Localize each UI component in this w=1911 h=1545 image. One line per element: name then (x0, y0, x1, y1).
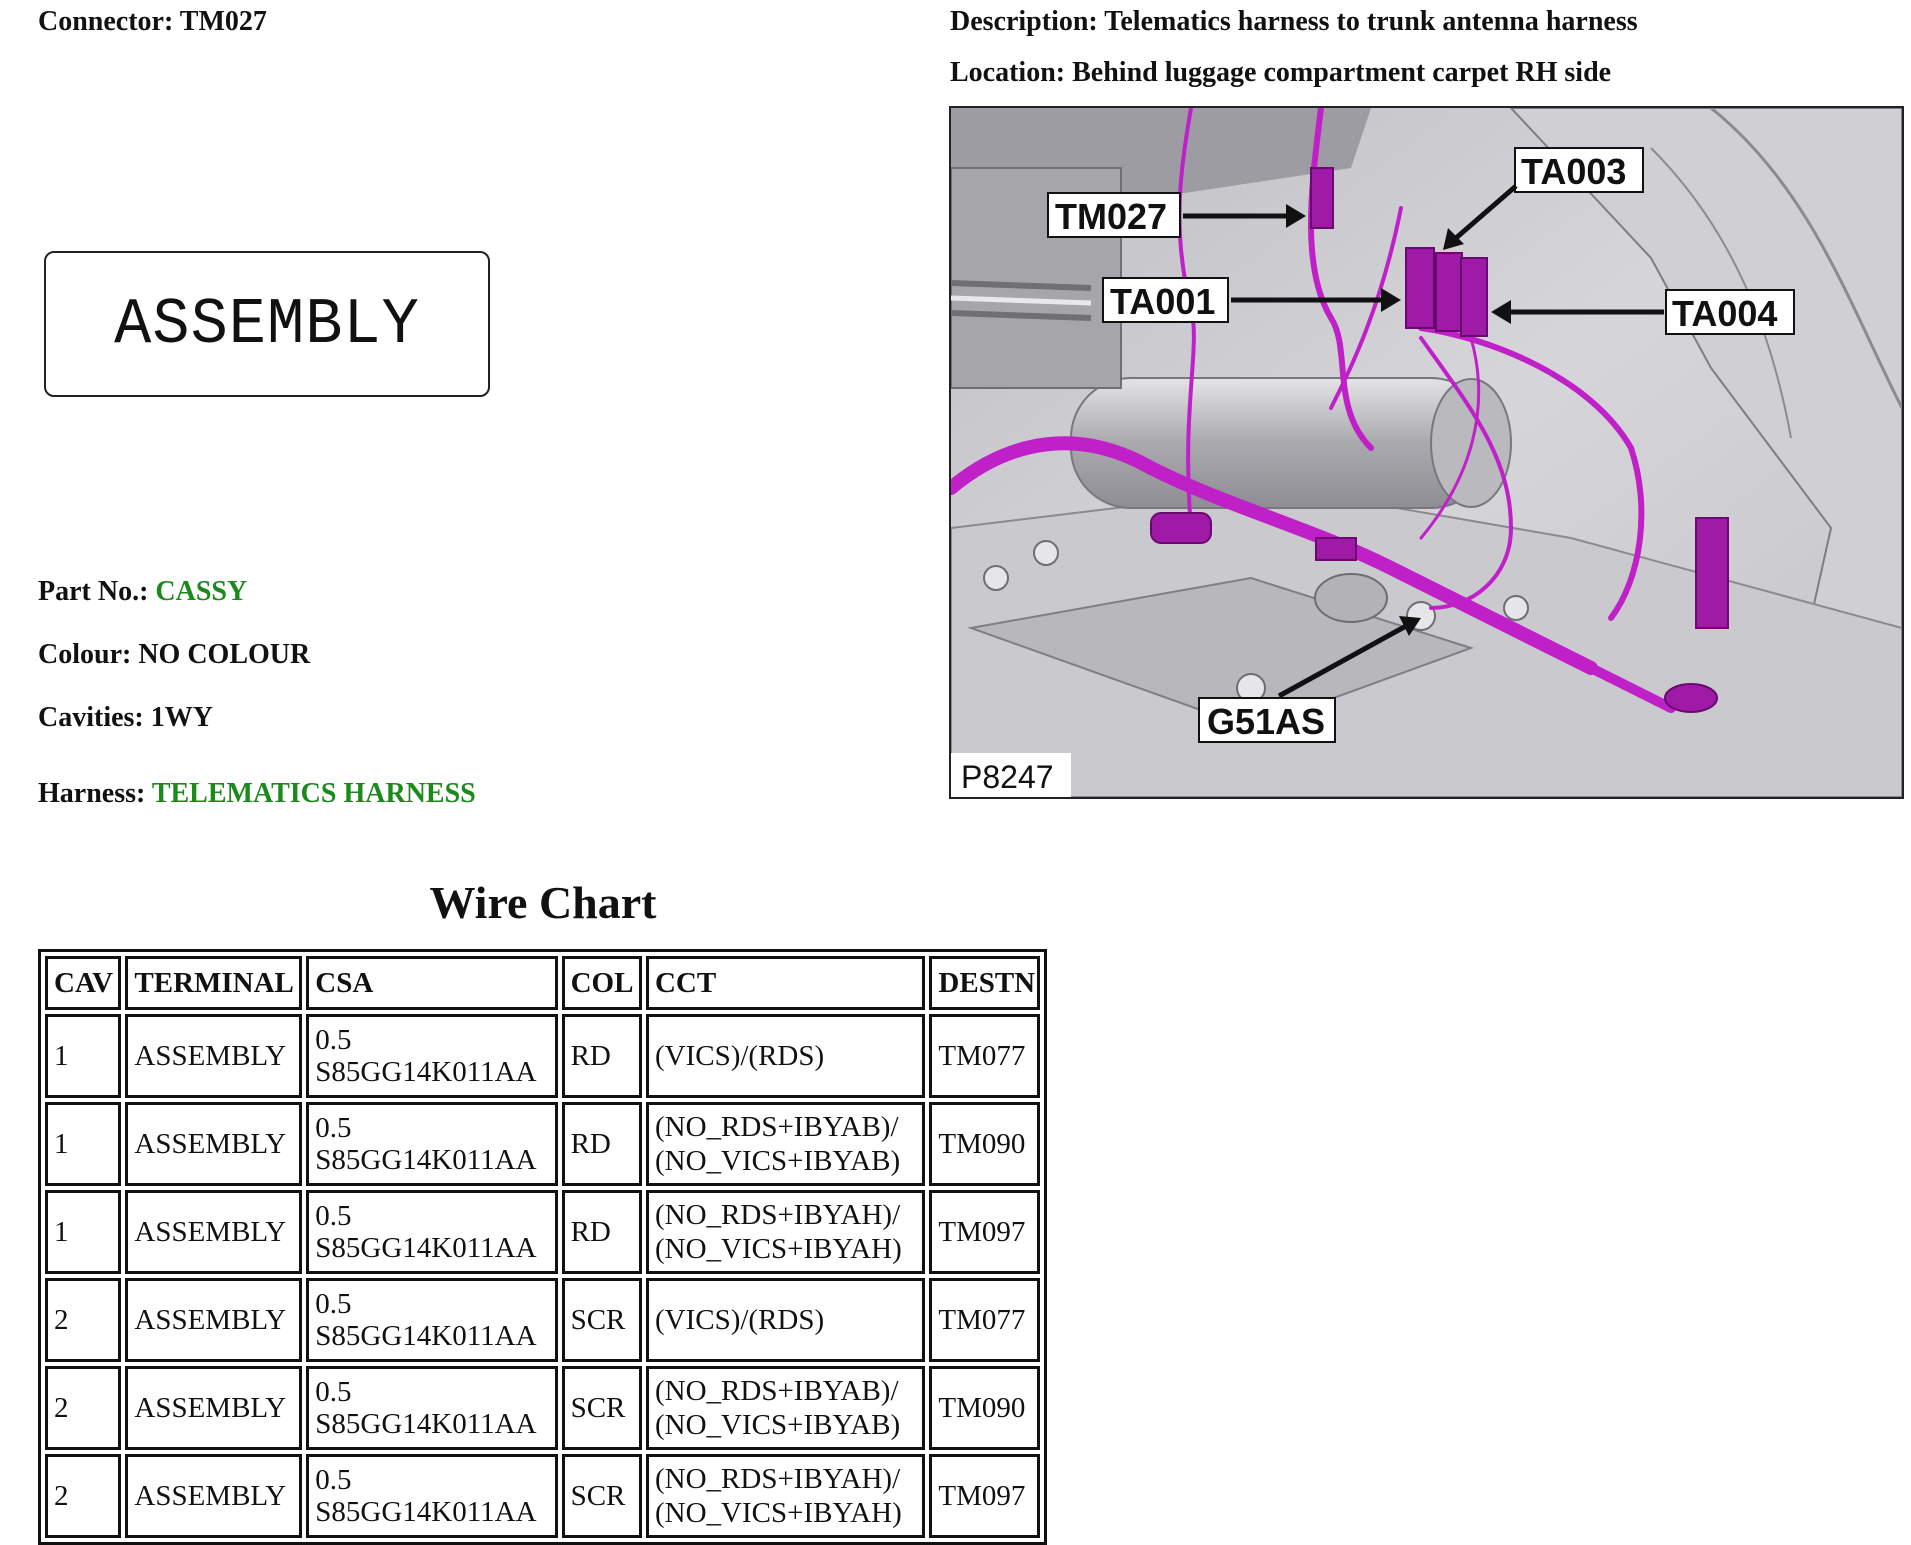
cell-csa: 0.5 S85GG14K011AA (306, 1102, 557, 1186)
cell-csa: 0.5 S85GG14K011AA (306, 1278, 557, 1362)
location-line (950, 57, 1611, 89)
wire-chart-title: Wire Chart (429, 877, 657, 928)
cell-terminal: ASSEMBLY (125, 1102, 302, 1186)
cell-destn: TM077 (929, 1278, 1040, 1362)
connector-line (38, 6, 267, 38)
table-row (45, 1014, 1040, 1098)
cavities-value: 1WY (150, 702, 213, 733)
cell-destn: TM090 (929, 1102, 1040, 1186)
cell-cav: 2 (45, 1366, 121, 1450)
col-header-terminal: TERMINAL (125, 956, 302, 1010)
cell-terminal: ASSEMBLY (125, 1190, 302, 1274)
cell-col: SCR (562, 1454, 642, 1538)
description-value: Telematics harness to trunk antenna harness (1104, 6, 1638, 37)
harness-label: Harness: (38, 778, 146, 809)
location-value: Behind luggage compartment carpet RH side (1072, 57, 1612, 88)
cell-col: SCR (562, 1278, 642, 1362)
cell-csa: 0.5 S85GG14K011AA (306, 1014, 557, 1098)
cavities-label: Cavities: (38, 702, 144, 733)
col-header-csa: CSA (306, 956, 557, 1010)
cell-cav: 1 (45, 1102, 121, 1186)
cell-destn: TM090 (929, 1366, 1040, 1450)
figure-id (951, 753, 1071, 797)
cell-cct: (NO_RDS+IBYAH)/ (NO_VICS+IBYAH) (646, 1454, 925, 1538)
cell-destn: TM077 (929, 1014, 1040, 1098)
colour-label: Colour: (38, 639, 132, 670)
cell-col: RD (562, 1190, 642, 1274)
location-photo (949, 106, 1904, 799)
col-header-destn: DESTN (929, 956, 1040, 1010)
cell-cav: 2 (45, 1454, 121, 1538)
harness-line (38, 778, 476, 810)
callout-ta004-label: TA004 (1672, 293, 1778, 334)
cell-col: RD (562, 1014, 642, 1098)
cell-cav: 1 (45, 1190, 121, 1274)
connector-face-box (44, 251, 490, 397)
cell-terminal: ASSEMBLY (125, 1014, 302, 1098)
connector-value: TM027 (179, 6, 267, 37)
location-label: Location: (950, 57, 1066, 88)
cavities-line (38, 702, 213, 734)
table-row (45, 1102, 1040, 1186)
description-label: Description: (950, 6, 1098, 37)
cell-cct: (VICS)/(RDS) (646, 1014, 925, 1098)
cell-cav: 1 (45, 1014, 121, 1098)
cell-cct: (NO_RDS+IBYAB)/ (NO_VICS+IBYAB) (646, 1366, 925, 1450)
col-header-col: COL (562, 956, 642, 1010)
cell-destn: TM097 (929, 1190, 1040, 1274)
cell-cav: 2 (45, 1278, 121, 1362)
callout-ta001-label: TA001 (1110, 281, 1216, 322)
wire-chart-table (38, 949, 1047, 1545)
table-row (45, 1278, 1040, 1362)
cell-destn: TM097 (929, 1454, 1040, 1538)
cell-cct: (VICS)/(RDS) (646, 1278, 925, 1362)
colour-value: NO COLOUR (138, 639, 311, 670)
callout-ta003-label: TA003 (1521, 151, 1627, 192)
cell-col: SCR (562, 1366, 642, 1450)
table-row (45, 1366, 1040, 1450)
colour-line (38, 639, 310, 671)
part-no-line (38, 576, 247, 608)
connector-label: Connector: (38, 6, 174, 37)
col-header-cct: CCT (646, 956, 925, 1010)
cell-csa: 0.5 S85GG14K011AA (306, 1366, 557, 1450)
part-no-label: Part No.: (38, 576, 149, 607)
connector-face-text: ASSEMBLY (114, 286, 420, 362)
col-header-cav: CAV (45, 956, 121, 1010)
harness-value: TELEMATICS HARNESS (151, 778, 476, 809)
cell-terminal: ASSEMBLY (125, 1454, 302, 1538)
cell-cct: (NO_RDS+IBYAB)/ (NO_VICS+IBYAB) (646, 1102, 925, 1186)
cell-csa: 0.5 S85GG14K011AA (306, 1454, 557, 1538)
cell-cct: (NO_RDS+IBYAH)/ (NO_VICS+IBYAH) (646, 1190, 925, 1274)
cell-terminal: ASSEMBLY (125, 1278, 302, 1362)
description-line (950, 6, 1638, 38)
figure-id-label: P8247 (961, 759, 1054, 795)
callout-g51as-label: G51AS (1207, 701, 1326, 742)
cell-csa: 0.5 S85GG14K011AA (306, 1190, 557, 1274)
cell-terminal: ASSEMBLY (125, 1366, 302, 1450)
table-row (45, 1454, 1040, 1538)
callout-tm027-label: TM027 (1055, 196, 1168, 237)
part-no-value: CASSY (155, 576, 248, 607)
wire-chart-header-row (45, 956, 1040, 1010)
table-row (45, 1190, 1040, 1274)
cell-col: RD (562, 1102, 642, 1186)
